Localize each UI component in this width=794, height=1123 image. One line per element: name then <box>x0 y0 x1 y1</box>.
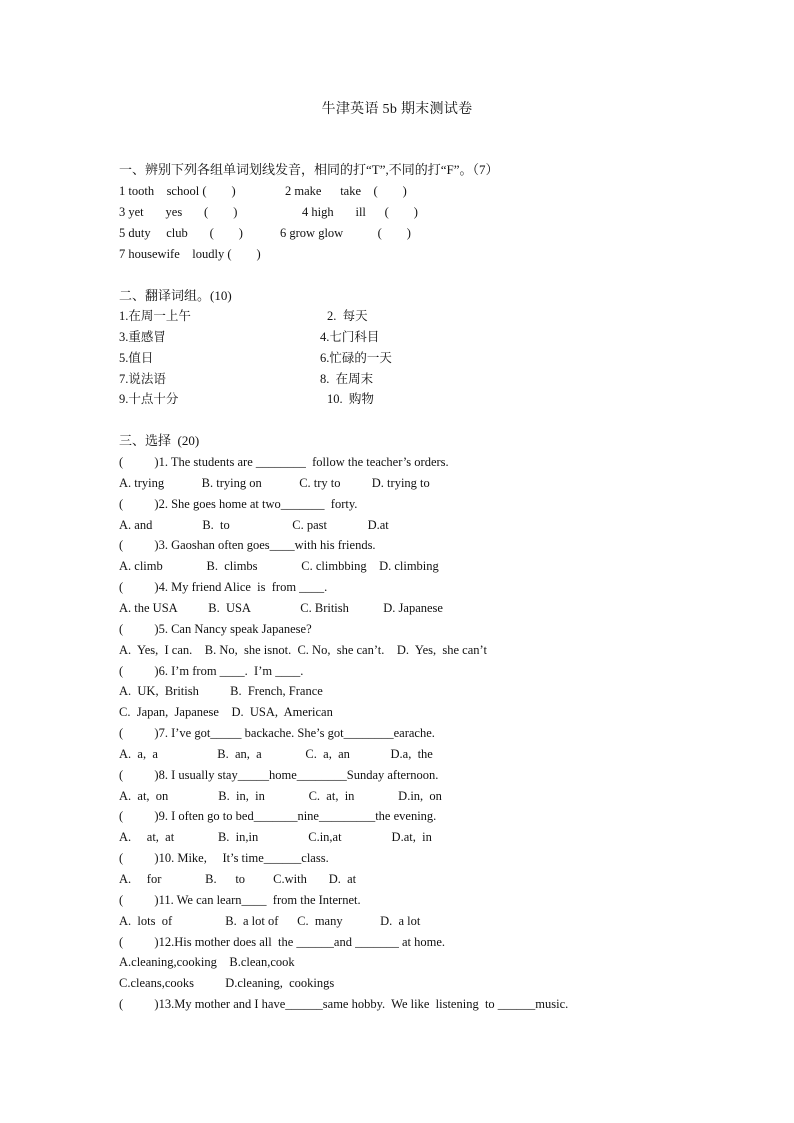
translation-item: 2. 每天 <box>327 309 368 323</box>
translation-item: 5.值日 <box>119 351 154 365</box>
pronunciation-item: 7 housewife loudly ( ) <box>119 247 261 261</box>
options-line: C. Japan, Japanese D. USA, American <box>119 705 333 719</box>
options-line: A. Yes, I can. B. No, she isnot. C. No, she can’t. D. Yes, she can’t <box>119 643 487 657</box>
pronunciation-item: 5 duty club ( ) <box>119 226 243 240</box>
translation-item: 4.七门科目 <box>320 330 380 344</box>
options-line: A. at, at B. in,in C.in,at D.at, in <box>119 830 432 844</box>
options-line: A. at, on B. in, in C. at, in D.in, on <box>119 789 442 803</box>
translation-item: 3.重感冒 <box>119 330 166 344</box>
pronunciation-item: 4 high ill ( ) <box>302 205 418 219</box>
question-line: ( )2. She goes home at two_______ forty. <box>119 497 358 511</box>
question-line: ( )3. Gaoshan often goes____with his friends. <box>119 538 376 552</box>
pronunciation-item: 6 grow glow ( ) <box>280 226 411 240</box>
options-line: A. and B. to C. past D.at <box>119 518 389 532</box>
translation-item: 7.说法语 <box>119 372 166 386</box>
options-line: A.cleaning,cooking B.clean,cook <box>119 955 295 969</box>
question-line: ( )6. I’m from ____. I’m ____. <box>119 664 304 678</box>
translation-item: 10. 购物 <box>327 392 374 406</box>
options-line: A. a, a B. an, a C. a, an D.a, the <box>119 747 433 761</box>
options-line: A. trying B. trying on C. try to D. trying to <box>119 476 430 490</box>
options-line: C.cleans,cooks D.cleaning, cookings <box>119 976 335 990</box>
options-line: A. lots of B. a lot of C. many D. a lot <box>119 914 421 928</box>
question-line: ( )8. I usually stay_____home________Sunday afternoon. <box>119 768 439 782</box>
page-title: 牛津英语 5b 期末测试卷 <box>321 102 473 117</box>
options-line: A. for B. to C.with D. at <box>119 872 357 886</box>
question-line: ( )10. Mike, It’s time______class. <box>119 851 329 865</box>
options-line: A. UK, British B. French, France <box>119 684 323 698</box>
section3-heading: 三、选择 (20) <box>119 433 200 448</box>
question-line: ( )4. My friend Alice is from ____. <box>119 580 328 594</box>
question-line: ( )7. I’ve got_____ backache. She’s got________earache. <box>119 726 435 740</box>
pronunciation-item: 3 yet yes ( ) <box>119 205 238 219</box>
question-line: ( )5. Can Nancy speak Japanese? <box>119 622 312 636</box>
translation-item: 6.忙碌的一天 <box>320 351 392 365</box>
question-line: ( )11. We can learn____ from the Internet. <box>119 893 361 907</box>
section2-heading: 二、翻译词组。(10) <box>119 288 232 303</box>
translation-item: 9.十点十分 <box>119 392 179 406</box>
options-line: A. the USA B. USA C. British D. Japanese <box>119 601 443 615</box>
pronunciation-item: 2 make take ( ) <box>285 184 407 198</box>
translation-item: 1.在周一上午 <box>119 309 191 323</box>
question-line: ( )13.My mother and I have______same hobby. We like listening to ______music. <box>119 997 569 1011</box>
translation-item: 8. 在周末 <box>320 372 374 386</box>
question-line: ( )9. I often go to bed_______nine_________the evening. <box>119 809 437 823</box>
section1-heading: 一、辨别下列各组单词划线发音，相同的打“T”,不同的打“F”。（7） <box>119 162 499 177</box>
pronunciation-item: 1 tooth school ( ) <box>119 184 236 198</box>
options-line: A. climb B. climbs C. climbbing D. climbing <box>119 559 439 573</box>
question-line: ( )12.His mother does all the ______and _______ at home. <box>119 935 445 949</box>
question-line: ( )1. The students are ________ follow the teacher’s orders. <box>119 455 449 469</box>
